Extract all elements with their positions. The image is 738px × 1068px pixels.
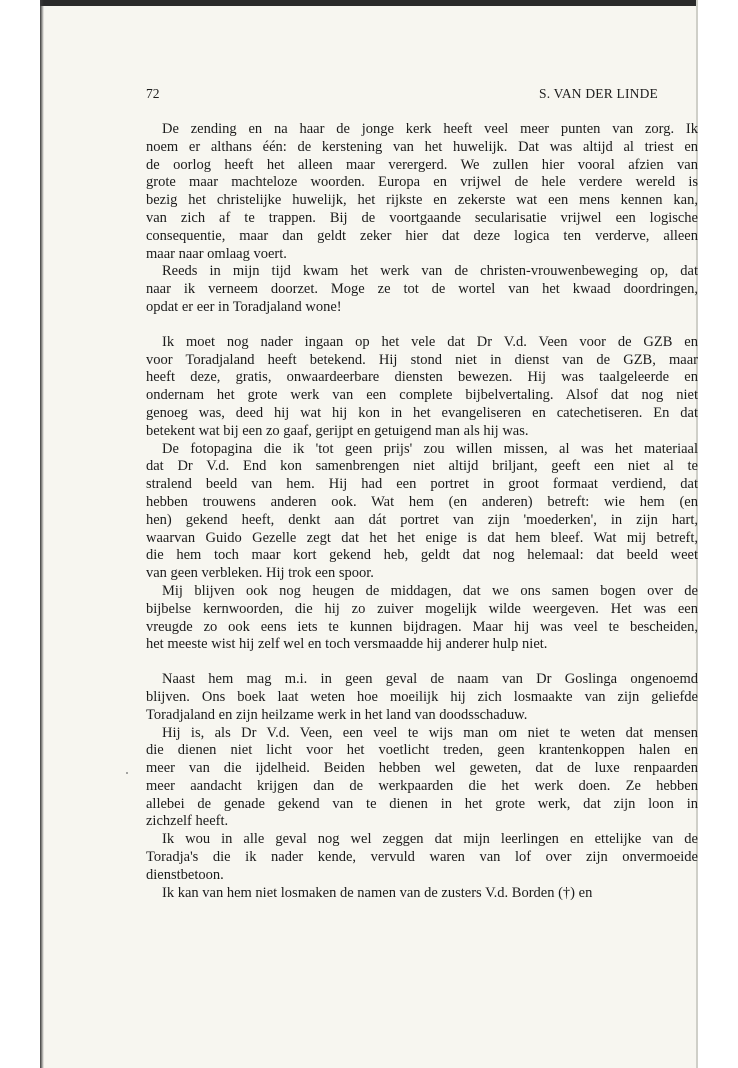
text-line: De fotopagina die ik 'tot geen prijs' zou willen missen, al was het materiaal xyxy=(162,440,698,457)
text-line: dat Dr V.d. End kon samenbrengen niet altijd briljant, geeft een niet al te xyxy=(146,458,698,475)
text-line: voor Toradjaland heeft betekend. Hij stond niet in dienst van de GZB, maar xyxy=(146,351,698,368)
text-line: meer aandacht krijgen dan de werkpaarden die het werk doen. Ze hebben xyxy=(146,777,698,794)
text-line: Reeds in mijn tijd kwam het werk van de christen-vrouwenbeweging op, dat xyxy=(162,263,698,280)
page-binding-shadow xyxy=(40,0,44,1068)
text-line: bijbelse kernwoorden, die hij zo zuiver mogelijk wilde weergeven. Het was een xyxy=(146,600,698,617)
text-line: Ik moet nog nader ingaan op het vele dat Dr V.d. Veen voor de GZB en xyxy=(162,333,698,350)
paragraph xyxy=(146,121,698,263)
paragraph xyxy=(146,725,698,832)
text-line: naar ik verneem doorzet. Moge ze tot de wortel van het kwaad doordringen, xyxy=(146,281,698,298)
text-line: De zending en na haar de jonge kerk heeft veel meer punten van zorg. Ik xyxy=(162,121,698,137)
text-line: betekent wat bij een zo gaaf, gerijpt en getuigend man als hij was. xyxy=(146,422,529,439)
paragraph xyxy=(146,441,698,583)
text-line: ondernam het grote werk van een complete bijbelvertaling. Alsof dat nog niet xyxy=(146,387,698,404)
paragraph xyxy=(146,334,698,441)
text-line: Toradja's die ik nader kende, vervuld waren van lof over zijn onvermoeide xyxy=(146,849,698,866)
running-header xyxy=(146,86,698,104)
text-line: blijven. Ons boek laat weten hoe moeilijk hij zich losmaakte van zijn geliefde xyxy=(146,688,698,705)
text-line: maar naar omlaag voert. xyxy=(146,245,287,262)
paragraph xyxy=(146,583,698,654)
text-line: consequentie, maar dan geldt zeker hier dat deze logica ten verderve, alleen xyxy=(146,227,698,244)
text-line: van zich af te trappen. Bij de voortgaande secularisatie vrijwel een logische xyxy=(146,209,698,226)
book-page xyxy=(40,0,698,1068)
page-number: 72 xyxy=(146,86,160,101)
text-line: hebben trouwens anderen ook. Wat hem (en anderen) betreft: wie hem (en xyxy=(146,493,698,510)
text-line: van geen verbleken. Hij trok een spoor. xyxy=(146,565,374,582)
text-line: Ik wou in alle geval nog wel zeggen dat mijn leerlingen en ettelijke van de xyxy=(162,831,698,848)
paragraph xyxy=(146,831,698,884)
text-line: zichzelf heeft. xyxy=(146,813,229,830)
text-line: Hij is, als Dr V.d. Veen, een veel te wijs man om niet te weten dat mensen xyxy=(162,724,698,741)
text-line: heeft deze, gratis, onwaardeerbare diensten bewezen. Hij was taalgeleerde en xyxy=(146,369,698,386)
text-line: genoeg was, deed hij wat hij kon in het evangeliseren en catechetiseren. En dat xyxy=(146,404,698,421)
text-line: die dienen niet licht voor het voetlicht treden, geen krantenkoppen halen en xyxy=(146,742,698,759)
text-line: allebei de genade gekend van te dienen in het grote werk, dat zijn loon in xyxy=(146,795,698,812)
paragraph-gap xyxy=(146,317,698,334)
paragraph xyxy=(146,885,698,903)
text-line: waarvan Guido Gezelle zegt dat het het enige is dat hem bleef. Wat mij betreft, xyxy=(146,529,698,546)
text-line: Naast hem mag m.i. in geen geval de naam van Dr Goslinga ongenoemd xyxy=(162,671,698,688)
paragraph xyxy=(146,671,698,724)
text-line: grote maar machteloze woorden. Europa en vrijwel de hele verdere wereld is xyxy=(146,174,698,191)
scan-speck xyxy=(126,772,128,774)
running-head-author: S. VAN DER LINDE xyxy=(539,86,658,101)
text-line: vreugde zo ook eens iets te kunnen bijdragen. Maar hij was veel te bescheiden, xyxy=(146,618,698,635)
text-line: dienstbetoon. xyxy=(146,866,224,883)
paragraph xyxy=(146,263,698,316)
text-line: hen) gekend heeft, denkt aan dát portret van zijn 'moederken', in zijn hart, xyxy=(146,511,698,528)
text-line: bezig het christelijke huwelijk, het rijkste en zekerste wat een mens kennen kan, xyxy=(146,192,698,209)
text-line: meer van die ijdelheid. Beiden hebben wel geweten, dat de luxe renpaarden xyxy=(146,760,698,777)
text-line: Mij blijven ook nog heugen de middagen, dat we ons samen bogen over de xyxy=(162,582,698,599)
text-line: noem er althans één: de kerstening van het huwelijk. Dat was altijd al triest en xyxy=(146,138,698,155)
text-line: stralend beeld van hem. Hij had een portret in groot formaat verdiend, dat xyxy=(146,476,698,493)
text-line: opdat er eer in Toradjaland wone! xyxy=(146,298,342,315)
text-line: die hem toch maar kort gekend heb, geldt dat nog helemaal: dat beeld weet xyxy=(146,547,698,564)
paragraph-gap xyxy=(146,654,698,671)
body-text xyxy=(146,121,698,902)
text-line: Toradjaland en zijn heilzame werk in het land van doodsschaduw. xyxy=(146,706,528,723)
text-line: de oorlog heeft het alleen maar verergerd. We zullen hier vooral afzien van xyxy=(146,156,698,173)
text-line: het meeste wist hij zelf wel en toch versmaadde hij anderer hulp niet. xyxy=(146,636,548,653)
scan-top-border xyxy=(40,0,698,6)
text-line: Ik kan van hem niet losmaken de namen van de zusters V.d. Borden (†) en xyxy=(162,884,593,901)
